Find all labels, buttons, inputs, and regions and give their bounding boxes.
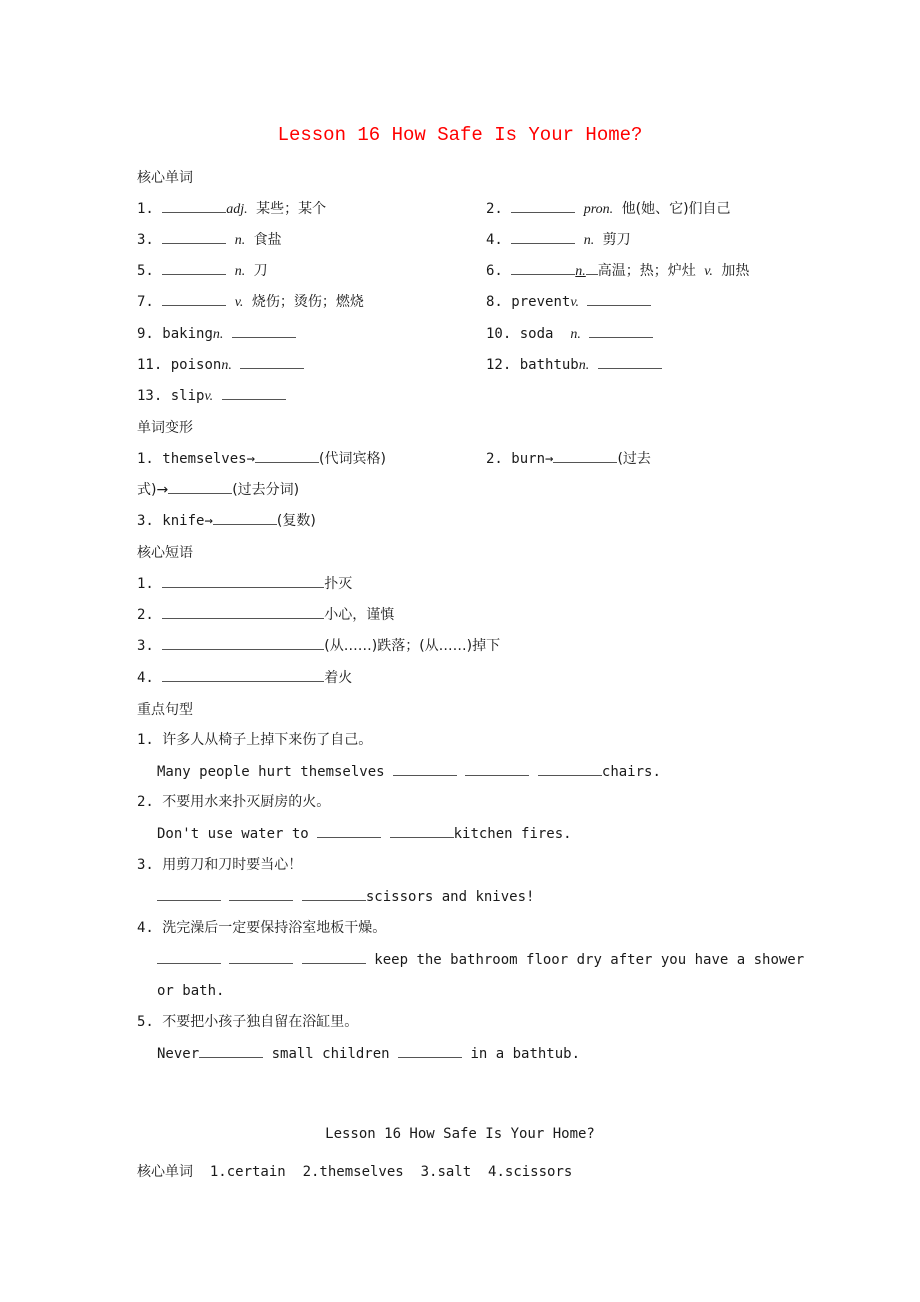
word-item-4: 4. n. 剪刀: [486, 229, 631, 251]
word-item-9: 9. bakingn.: [137, 323, 296, 345]
page-title: Lesson 16 How Safe Is Your Home?: [277, 124, 643, 146]
sentence-3-zh: 3. 用剪刀和刀时要当心！: [137, 857, 303, 873]
answer-blank[interactable]: [598, 354, 662, 369]
word-item-3: 3. n. 食盐: [137, 229, 282, 251]
phrase-item-3: 3. (从……)跌落；(从……)掉下: [137, 635, 500, 656]
answer-blank[interactable]: [162, 260, 226, 275]
answer-blank[interactable]: [393, 761, 457, 776]
sentence-2-zh: 2. 不要用水来扑灭厨房的火。: [137, 794, 331, 810]
answer-blank[interactable]: [162, 667, 324, 682]
word-item-12: 12. bathtubn.: [486, 354, 662, 376]
answers-title: Lesson 16 How Safe Is Your Home?: [325, 1126, 595, 1142]
answer-blank[interactable]: [587, 291, 651, 306]
sentence-4-zh: 4. 洗完澡后一定要保持浴室地板干燥。: [137, 920, 387, 936]
section-heading-key-sentences: 重点句型: [137, 702, 193, 718]
sentence-3-en: scissors and knives!: [157, 886, 534, 907]
word-item-7: 7. v. 烧伤；烫伤；燃烧: [137, 291, 364, 313]
answer-blank[interactable]: [538, 761, 602, 776]
answer-blank[interactable]: [465, 761, 529, 776]
answer-blank[interactable]: [162, 291, 226, 306]
answer-blank[interactable]: [302, 949, 366, 964]
answer-blank[interactable]: [162, 198, 226, 213]
word-item-5: 5. n. 刀: [137, 260, 268, 282]
answer-item: 1.certain: [209, 1164, 286, 1180]
answer-blank[interactable]: [162, 573, 324, 588]
form-item-3: 3. knife→ (复数): [137, 510, 316, 531]
answer-blank[interactable]: [390, 823, 454, 838]
form-item-2-cont: 式)→ (过去分词): [137, 479, 299, 500]
section-heading-core-phrases: 核心短语: [137, 545, 193, 561]
answer-blank[interactable]: [511, 229, 575, 244]
word-item-2: 2. pron. 他(她、它)们自己: [486, 198, 731, 220]
answer-blank[interactable]: [162, 635, 324, 650]
answer-blank[interactable]: [168, 479, 232, 494]
word-item-6: 6. n. 高温；热；炉灶 v. 加热: [486, 260, 749, 282]
word-item-10: 10. soda n.: [486, 323, 653, 345]
answer-blank[interactable]: [553, 448, 617, 463]
answer-blank[interactable]: [213, 510, 277, 525]
answer-item: 3.salt: [420, 1164, 472, 1180]
answer-blank[interactable]: [232, 323, 296, 338]
phrase-item-1: 1. 扑灭: [137, 573, 352, 594]
answer-blank[interactable]: [157, 949, 221, 964]
word-item-13: 13. slipv.: [137, 385, 286, 407]
answer-blank[interactable]: [398, 1043, 462, 1058]
answer-blank[interactable]: [589, 323, 653, 338]
word-item-8: 8. preventv.: [486, 291, 651, 313]
answer-blank[interactable]: [199, 1043, 263, 1058]
answer-blank[interactable]: [162, 229, 226, 244]
answer-blank[interactable]: [302, 886, 366, 901]
sentence-4-en: keep the bathroom floor dry after you have a shower: [157, 949, 804, 970]
word-item-1: 1. adj. 某些；某个: [137, 198, 326, 220]
phrase-item-2: 2. 小心，谨慎: [137, 604, 394, 625]
answer-blank[interactable]: [162, 604, 324, 619]
word-item-11: 11. poisonn.: [137, 354, 304, 376]
answer-blank[interactable]: [255, 448, 319, 463]
form-item-1: 1. themselves→ (代词宾格): [137, 448, 386, 469]
sentence-5-zh: 5. 不要把小孩子独自留在浴缸里。: [137, 1014, 359, 1030]
answer-blank[interactable]: [240, 354, 304, 369]
section-heading-core-words: 核心单词: [137, 170, 193, 186]
section-heading-word-forms: 单词变形: [137, 420, 193, 436]
sentence-4-en-cont: or bath.: [157, 983, 225, 999]
answer-item: 2.themselves: [302, 1164, 404, 1180]
form-item-2: 2. burn→ (过去: [486, 448, 651, 469]
sentence-5-en: Never small children in a bathtub.: [157, 1043, 580, 1064]
answer-blank[interactable]: [222, 385, 286, 400]
answer-blank[interactable]: [157, 886, 221, 901]
phrase-item-4: 4. 着火: [137, 667, 352, 688]
answer-blank[interactable]: [229, 886, 293, 901]
sentence-2-en: Don't use water to kitchen fires.: [157, 823, 572, 844]
answer-blank[interactable]: [317, 823, 381, 838]
answer-blank[interactable]: [229, 949, 293, 964]
sentence-1-zh: 1. 许多人从椅子上掉下来伤了自己。: [137, 732, 373, 748]
answers-core-words: 核心单词 1.certain 2.themselves 3.salt 4.scissors: [137, 1164, 573, 1180]
sentence-1-en: Many people hurt themselves chairs.: [157, 761, 661, 782]
answer-blank[interactable]: [511, 198, 575, 213]
answer-item: 4.scissors: [488, 1164, 573, 1180]
answer-blank[interactable]: [511, 260, 575, 275]
